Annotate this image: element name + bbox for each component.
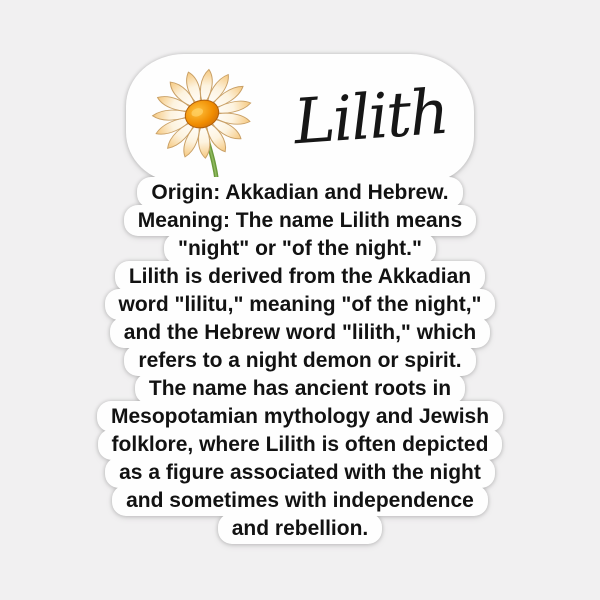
text-line xyxy=(164,233,436,264)
origin-label: Origin: xyxy=(151,181,221,204)
text-line xyxy=(218,513,383,544)
text-line-meaning xyxy=(124,205,476,236)
line-text: Mesopotamian mythology and Jewish xyxy=(110,405,490,428)
text-line xyxy=(112,485,488,516)
name-script-text: Lilith xyxy=(291,74,450,158)
line-text: folklore, where Lilith is often depicted xyxy=(111,433,489,456)
definition-text-block xyxy=(0,180,600,544)
meaning-label: Meaning: xyxy=(137,209,230,232)
text-line xyxy=(115,261,485,292)
text-line xyxy=(135,373,465,404)
text-line-origin xyxy=(137,177,462,208)
text-line xyxy=(105,289,496,320)
line-text: as a figure associated with the night xyxy=(119,461,481,484)
text-line xyxy=(110,317,490,348)
origin-text: Akkadian and Hebrew. xyxy=(220,181,449,204)
line-text: and rebellion. xyxy=(231,517,369,540)
text-line xyxy=(124,345,475,376)
daisy-flower-icon xyxy=(138,50,276,188)
line-text: "night" or "of the night." xyxy=(178,237,422,260)
line-text: refers to a night demon or spirit. xyxy=(138,349,462,372)
line-text: and sometimes with independence xyxy=(126,489,474,512)
text-line xyxy=(97,401,503,432)
line-text: word "lilitu," meaning "of the night," xyxy=(118,293,482,316)
meaning-text: The name Lilith means xyxy=(229,209,463,232)
line-text: and the Hebrew word "lilith," which xyxy=(123,321,477,344)
text-line xyxy=(98,429,503,460)
line-text: Lilith is derived from the Akkadian xyxy=(128,265,472,288)
line-text: The name has ancient roots in xyxy=(148,377,452,400)
text-line xyxy=(105,457,495,488)
